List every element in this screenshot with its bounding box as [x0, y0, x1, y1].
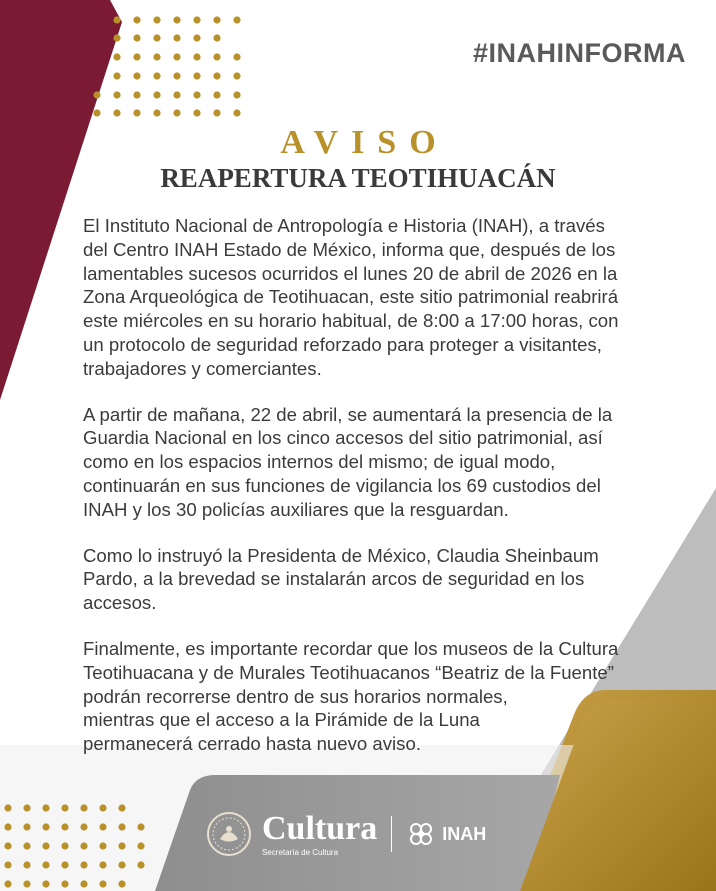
brand-name: Cultura [262, 809, 378, 847]
government-seal-icon [206, 811, 252, 857]
notice-subtitle: REAPERTURA TEOTIHUACÁN [160, 163, 556, 193]
paragraph-3: Como lo instruyó la Presidenta de México, Claudia Sheinbaum Pardo, a la brevedad se instalarán arcos de seguridad en los accesos. [83, 544, 599, 614]
brand-subtitle: Secretaría de Cultura [262, 847, 339, 857]
inah-logo-icon [406, 819, 436, 849]
inah-label: INAH [442, 823, 487, 844]
footer-logos [206, 806, 486, 862]
hashtag: #INAHINFORMA [473, 38, 686, 68]
logo-separator [391, 816, 392, 852]
paragraph-1: El Instituto Nacional de Antropología e Historia (INAH), a través del Centro INAH Estado de México, informa que, después de los lamentables sucesos ocurridos el lunes 20 de abril de 2026 en la Zona Arqueológica de Teotihuacan, este sitio patrimonial reabrirá este miércoles en su horario habitual, de 8:00 a 17:00 horas, con un protocolo de seguridad reforzado para proteger a visitantes, trabajadores y comerciantes. [83, 215, 619, 379]
notice-title: AVISO [280, 124, 449, 161]
paragraph-4: Finalmente, es importante recordar que los museos de la Cultura Teotihuacana y de Murales Teotihuacanos “Beatriz de la Fuente” podrán recorrerse dentro de sus horarios normales, mientras que el acceso a la Pirámide de la Luna permanecerá cerrado hasta nuevo aviso. [83, 637, 619, 755]
notice-body [83, 214, 663, 778]
paragraph-2: A partir de mañana, 22 de abril, se aumentará la presencia de la Guardia Nacional en los cinco accesos del sitio patrimonial, así como en los espacios internos del mismo; de igual modo, continuarán en sus funciones de vigilancia los 69 custodios del INAH y los 30 policías auxiliares que la resguardan. [83, 403, 613, 520]
